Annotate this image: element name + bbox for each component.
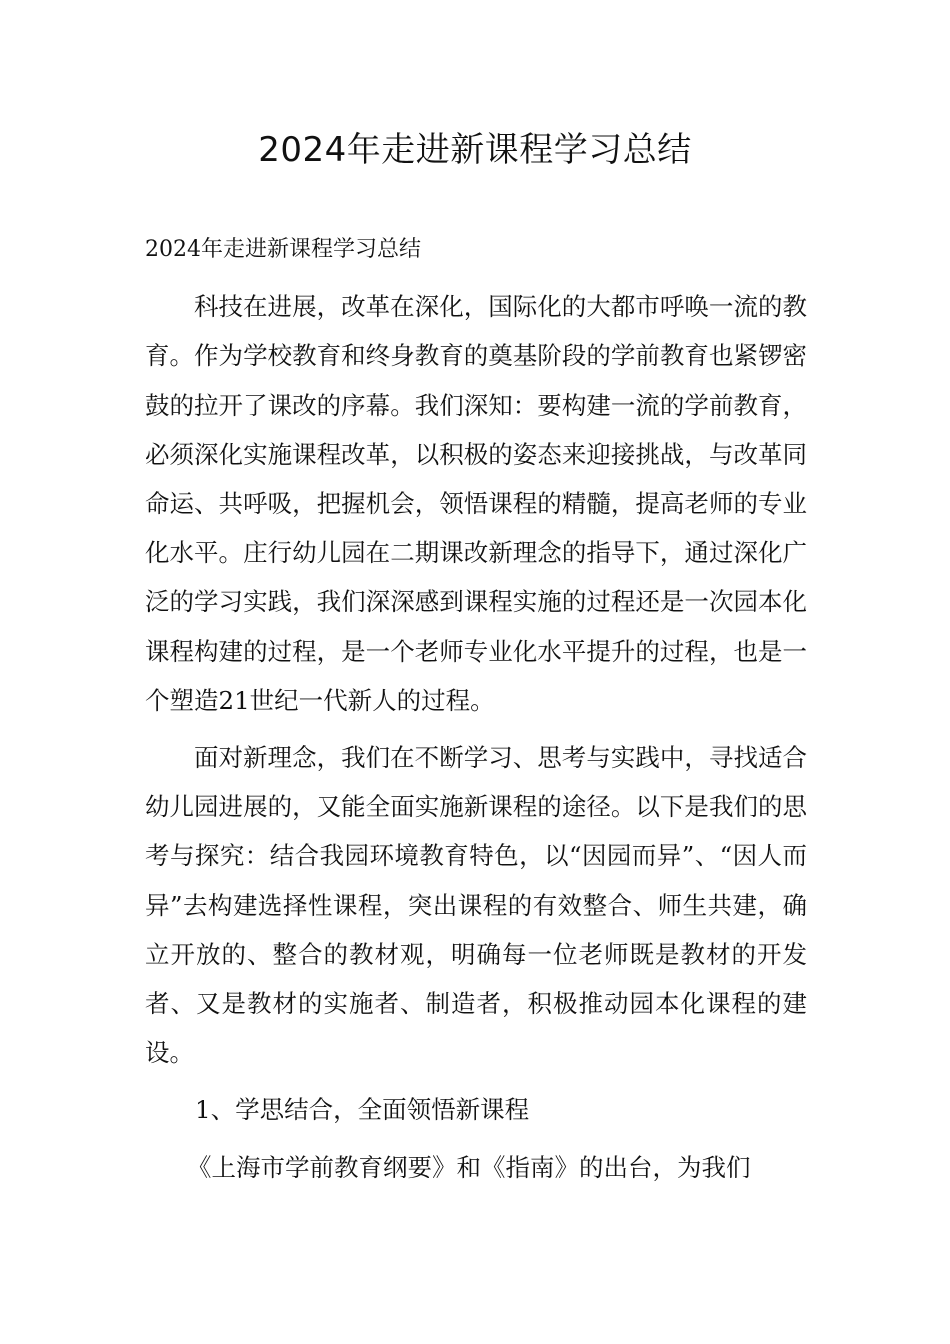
- paragraph-approach: 面对新理念，我们在不断学习、思考与实践中，寻找适合幼儿园进展的，又能全面实施新课程的途径。以下是我们的思考与探究：结合我园环境教育特色，以“因园而异”、“因人而异”去构建选择性课程，突出课程的有效整合、师生共建，确立开放的、整合的教材观，明确每一位老师既是教材的开发者、又是教材的实施者、制造者，积极推动园本化课程的建设。: [145, 743, 807, 1068]
- document-title: 2024年走进新课程学习总结: [258, 130, 692, 170]
- paragraph-intro: 科技在进展，改革在深化，国际化的大都市呼唤一流的教育。作为学校教育和终身教育的奠基阶段的学前教育也紧锣密鼓的拉开了课改的序幕。我们深知：要构建一流的学前教育，必须深化实施课程改革，以积极的姿态来迎接挑战，与改革同命运、共呼吸，把握机会，领悟课程的精髓，提高老师的专业化水平。庄行幼儿园在二期课改新理念的指导下，通过深化广泛的学习实践，我们深深感到课程实施的过程还是一次园本化课程构建的过程，是一个老师专业化水平提升的过程，也是一个塑造21世纪一代新人的过程。: [145, 292, 807, 715]
- section-heading-1: 1、学思结合，全面领悟新课程: [195, 1095, 530, 1125]
- document-body: [145, 225, 807, 1192]
- document-subtitle: 2024年走进新课程学习总结: [145, 237, 421, 262]
- paragraph-guidelines: 《上海市学前教育纲要》和《指南》的出台，为我们: [187, 1152, 751, 1182]
